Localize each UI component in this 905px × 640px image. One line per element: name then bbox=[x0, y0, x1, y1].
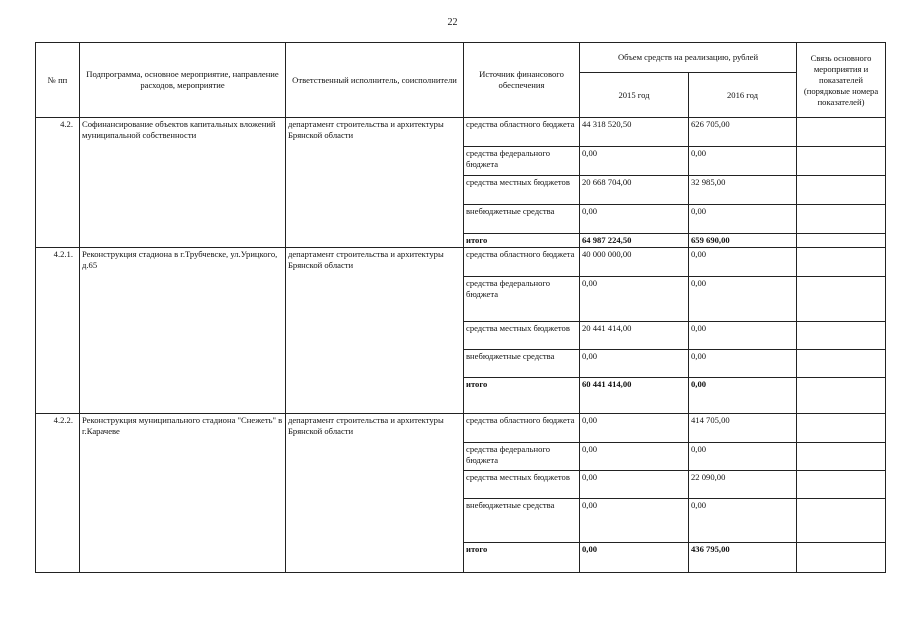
col-source-header: Источник финансового обеспечения bbox=[464, 43, 580, 118]
row-2016: 0,00 bbox=[689, 322, 797, 350]
row-2015: 40 000 000,00 bbox=[580, 248, 689, 277]
row-name: Реконструкция муниципального стадиона "Снежеть" в г.Карачеве bbox=[80, 414, 286, 573]
row-source: средства областного бюджета bbox=[464, 118, 580, 147]
row-link bbox=[797, 205, 886, 234]
table-row bbox=[36, 414, 886, 443]
row-source: средства местных бюджетов bbox=[464, 471, 580, 499]
row-2016: 414 705,00 bbox=[689, 414, 797, 443]
row-2015: 0,00 bbox=[580, 499, 689, 543]
row-num: 4.2. bbox=[36, 118, 80, 248]
row-link bbox=[797, 499, 886, 543]
row-num: 4.2.2. bbox=[36, 414, 80, 573]
row-link bbox=[797, 234, 886, 248]
row-2016: 0,00 bbox=[689, 350, 797, 378]
row-link bbox=[797, 322, 886, 350]
row-link bbox=[797, 378, 886, 414]
page-number: 22 bbox=[447, 17, 458, 28]
row-2016: 0,00 bbox=[689, 205, 797, 234]
row-source: средства федерального бюджета bbox=[464, 147, 580, 176]
row-link bbox=[797, 443, 886, 471]
row-2016-total: 436 795,00 bbox=[689, 543, 797, 573]
row-2015: 0,00 bbox=[580, 414, 689, 443]
row-source: средства местных бюджетов bbox=[464, 176, 580, 205]
row-link bbox=[797, 118, 886, 147]
row-2016: 32 985,00 bbox=[689, 176, 797, 205]
row-source: внебюджетные средства bbox=[464, 499, 580, 543]
row-link bbox=[797, 414, 886, 443]
row-2015: 0,00 bbox=[580, 147, 689, 176]
row-num: 4.2.1. bbox=[36, 248, 80, 414]
row-source: средства федерального бюджета bbox=[464, 443, 580, 471]
table-row bbox=[36, 248, 886, 277]
row-source: средства федерального бюджета bbox=[464, 277, 580, 322]
row-link bbox=[797, 277, 886, 322]
col-subprogram-header: Подпрограмма, основное мероприятие, направление расходов, мероприятие bbox=[80, 43, 286, 118]
row-2016-total: 659 690,00 bbox=[689, 234, 797, 248]
row-link bbox=[797, 543, 886, 573]
col-num-header: № пп bbox=[36, 43, 80, 118]
col-executor-header: Ответственный исполнитель, соисполнители bbox=[286, 43, 464, 118]
row-2015-total: 64 987 224,50 bbox=[580, 234, 689, 248]
table-row bbox=[36, 118, 886, 147]
col-2015-header: 2015 год bbox=[580, 73, 689, 118]
budget-table bbox=[35, 42, 886, 573]
row-name: Софинансирование объектов капитальных вложений муниципальной собственности bbox=[80, 118, 286, 248]
row-2016: 0,00 bbox=[689, 499, 797, 543]
row-2015: 44 318 520,50 bbox=[580, 118, 689, 147]
row-2016-total: 0,00 bbox=[689, 378, 797, 414]
row-executor: департамент строительства и архитектуры Брянской области bbox=[286, 248, 464, 414]
row-source: средства областного бюджета bbox=[464, 248, 580, 277]
row-2016: 22 090,00 bbox=[689, 471, 797, 499]
row-2016: 0,00 bbox=[689, 443, 797, 471]
col-2016-header: 2016 год bbox=[689, 73, 797, 118]
row-2015-total: 0,00 bbox=[580, 543, 689, 573]
row-2016: 0,00 bbox=[689, 277, 797, 322]
row-source-total: итого bbox=[464, 378, 580, 414]
row-source: внебюджетные средства bbox=[464, 205, 580, 234]
col-volume-header: Объем средств на реализацию, рублей bbox=[580, 43, 797, 73]
row-2015: 0,00 bbox=[580, 277, 689, 322]
row-2015: 0,00 bbox=[580, 443, 689, 471]
row-2016: 0,00 bbox=[689, 248, 797, 277]
row-executor: департамент строительства и архитектуры Брянской области bbox=[286, 118, 464, 248]
row-link bbox=[797, 350, 886, 378]
row-link bbox=[797, 176, 886, 205]
row-source: средства местных бюджетов bbox=[464, 322, 580, 350]
row-2015-total: 60 441 414,00 bbox=[580, 378, 689, 414]
row-link bbox=[797, 471, 886, 499]
row-source: средства областного бюджета bbox=[464, 414, 580, 443]
row-2015: 0,00 bbox=[580, 205, 689, 234]
row-name: Реконструкция стадиона в г.Трубчевске, ул.Урицкого, д.65 bbox=[80, 248, 286, 414]
row-2015: 0,00 bbox=[580, 471, 689, 499]
row-source-total: итого bbox=[464, 543, 580, 573]
row-2015: 0,00 bbox=[580, 350, 689, 378]
row-2015: 20 668 704,00 bbox=[580, 176, 689, 205]
row-source: внебюджетные средства bbox=[464, 350, 580, 378]
col-link-header: Связь основного мероприятия и показателей (порядковые номера показателей) bbox=[797, 43, 886, 118]
row-link bbox=[797, 248, 886, 277]
row-link bbox=[797, 147, 886, 176]
row-2016: 626 705,00 bbox=[689, 118, 797, 147]
row-source-total: итого bbox=[464, 234, 580, 248]
row-executor: департамент строительства и архитектуры Брянской области bbox=[286, 414, 464, 573]
row-2015: 20 441 414,00 bbox=[580, 322, 689, 350]
row-2016: 0,00 bbox=[689, 147, 797, 176]
